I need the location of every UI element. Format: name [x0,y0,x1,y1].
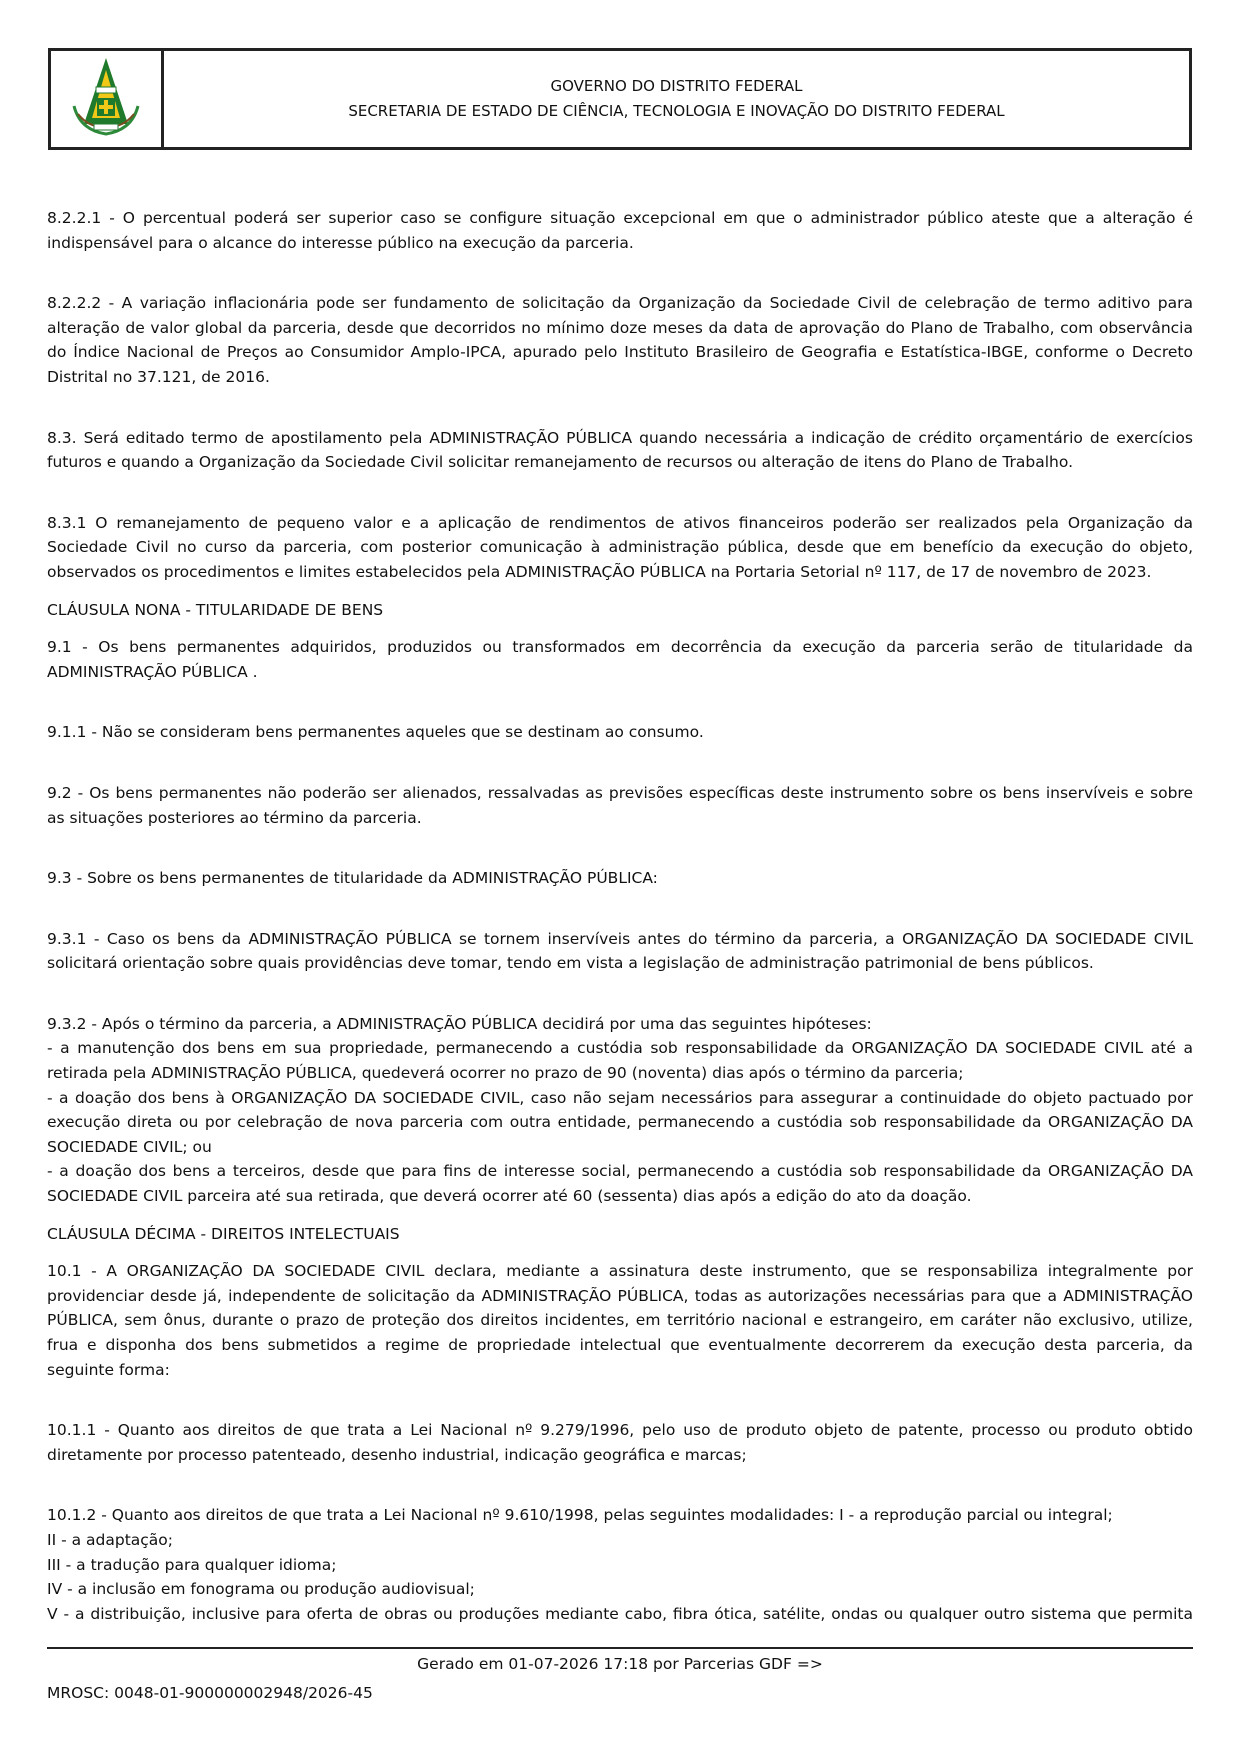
document-body [47,206,1193,1626]
paragraph-8-2-2-1: 8.2.2.1 - O percentual poderá ser superior caso se configure situação excepcional em que o administrador público ateste que a alteração é indispensável para o alcance do interesse público na execução da parceria. [47,209,1193,252]
paragraph-9-3-2-item-c: - a doação dos bens a terceiros, desde que para fins de interesse social, permanecendo a custódia sob responsabilidade da ORGANIZAÇÃO DA SOCIEDADE CIVIL parceira até sua retirada, que deverá ocorrer até 60 (sessenta) dias após a edição do ato da doação. [47,1162,1193,1206]
government-title: GOVERNO DO DISTRITO FEDERAL [550,77,803,95]
paragraph-9-1: 9.1 - Os bens permanentes adquiridos, produzidos ou transformados em decorrência da execução da parceria serão de titularidade da ADMINISTRAÇÃO PÚBLICA . [47,638,1193,681]
paragraph-9-3: 9.3 - Sobre os bens permanentes de titularidade da ADMINISTRAÇÃO PÚBLICA: [47,869,658,888]
document-header [48,48,1192,150]
paragraph-9-3-2-item-a: - a manutenção dos bens em sua propriedade, permanecendo a custódia sob responsabilidade da ORGANIZAÇÃO DA SOCIEDADE CIVIL até a retirada pela ADMINISTRAÇÃO PÚBLICA, quedeverá ocorrer no prazo de 90 (noventa) dias após o término da parceria; [47,1039,1193,1083]
paragraph-10-1-2: 10.1.2 - Quanto aos direitos de que trata a Lei Nacional nº 9.610/1998, pelas seguintes modalidades: I - a reprodução parcial ou integral; [47,1506,1113,1525]
logo-cell [51,51,164,147]
paragraph-9-3-2-item-b: - a doação dos bens à ORGANIZAÇÃO DA SOCIEDADE CIVIL, caso não sejam necessários para assegurar a continuidade do objeto pactuado por execução direta ou por celebração de nova parceria com outra entidade, permanecendo a custódia sob responsabilidade da ORGANIZAÇÃO DA SOCIEDADE CIVIL; ou [47,1088,1193,1156]
paragraph-9-2: 9.2 - Os bens permanentes não poderão ser alienados, ressalvadas as previsões específicas deste instrumento sobre os bens inservíveis e sobre as situações posteriores ao término da parceria. [47,783,1193,827]
paragraph-8-3-1: 8.3.1 O remanejamento de pequeno valor e a aplicação de rendimentos de ativos financeiros poderão ser realizados pela Organização da Sociedade Civil no curso da parceria, com posterior comunicação à administração pública, desde que em benefício da execução do objeto, observados os procedimentos e limites estabelecidos pela ADMINISTRAÇÃO PÚBLICA na Portaria Setorial nº 117, de 17 de novembro de 2023. [47,513,1193,581]
list-item-ii: II - a adaptação; [47,1530,173,1549]
footer-divider [47,1647,1193,1649]
paragraph-9-3-1: 9.3.1 - Caso os bens da ADMINISTRAÇÃO PÚBLICA se tornem inservíveis antes do término da parceria, a ORGANIZAÇÃO DA SOCIEDADE CIVIL solicitará orientação sobre quais providências deve tomar, tendo em vista a legislação de administração patrimonial de bens públicos. [47,929,1193,973]
header-title-cell [164,51,1189,147]
generated-by-text: Gerado em 01-07-2026 17:18 por Parcerias GDF => [417,1655,823,1673]
secretariat-title: SECRETARIA DE ESTADO DE CIÊNCIA, TECNOLOGIA E INOVAÇÃO DO DISTRITO FEDERAL [348,102,1005,120]
paragraph-8-2-2-2: 8.2.2.2 - A variação inflacionária pode ser fundamento de solicitação da Organização da Sociedade Civil de celebração de termo aditivo para alteração de valor global da parceria, desde que decorridos no mínimo doze meses da data de aprovação do Plano de Trabalho, com observância do Índice Nacional de Preços ao Consumidor Amplo-IPCA, apurado pelo Instituto Brasileiro de Geografia e Estatística-IBGE, conforme o Decreto Distrital no 37.121, de 2016. [47,294,1193,386]
clause-ninth-heading: CLÁUSULA NONA - TITULARIDADE DE BENS [47,600,384,619]
paragraph-9-1-1: 9.1.1 - Não se consideram bens permanentes aqueles que se destinam ao consumo. [47,723,704,742]
gdf-coat-of-arms-icon [66,54,146,144]
paragraph-8-3: 8.3. Será editado termo de apostilamento pela ADMINISTRAÇÃO PÚBLICA quando necessária a indicação de crédito orçamentário de exercícios futuros e quando a Organização da Sociedade Civil solicitar remanejamento de recursos ou alteração de itens do Plano de Trabalho. [47,428,1193,472]
list-item-v: V - a distribuição, inclusive para oferta de obras ou produções mediante cabo, fibra ótica, satélite, ondas ou qualquer outro sistema que permita [47,1604,1193,1623]
paragraph-10-1-1: 10.1.1 - Quanto aos direitos de que trata a Lei Nacional nº 9.279/1996, pelo uso de produto objeto de patente, processo ou produto obtido diretamente por processo patenteado, desenho industrial, indicação geográfica e marcas; [47,1421,1193,1464]
paragraph-9-3-2-intro: 9.3.2 - Após o término da parceria, a ADMINISTRAÇÃO PÚBLICA decidirá por uma das seguintes hipóteses: [47,1014,872,1033]
list-item-iv: IV - a inclusão em fonograma ou produção audiovisual; [47,1580,475,1599]
mrosc-identifier: MROSC: 0048-01-900000002948/2026-45 [47,1684,373,1702]
clause-tenth-heading: CLÁUSULA DÉCIMA - DIREITOS INTELECTUAIS [47,1224,400,1243]
paragraph-10-1: 10.1 - A ORGANIZAÇÃO DA SOCIEDADE CIVIL declara, mediante a assinatura deste instrumento, que se responsabiliza integralmente por providenciar desde já, independente de solicitação da ADMINISTRAÇÃO PÚBLICA, todas as autorizações necessárias para que a ADMINISTRAÇÃO PÚBLICA, sem ônus, durante o prazo de proteção dos direitos incidentes, em território nacional e estrangeiro, em caráter não exclusivo, utilize, frua e disponha dos bens submetidos a regime de propriedade intelectual que eventualmente decorrerem da execução desta parceria, da seguinte forma: [47,1262,1193,1379]
list-item-iii: III - a tradução para qualquer idioma; [47,1555,337,1574]
